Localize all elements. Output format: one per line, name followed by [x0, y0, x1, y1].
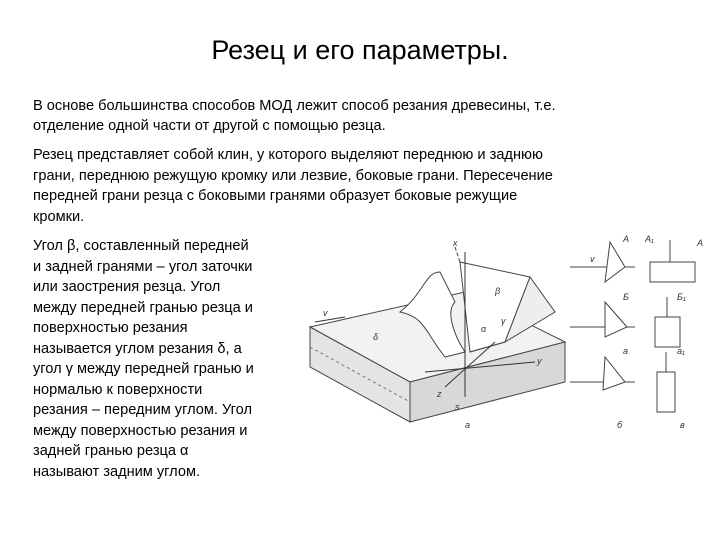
label-small-c: a — [623, 346, 629, 356]
text-line: грани, переднюю режущую кромку или лезвие, боковые грани. Пересечение — [33, 167, 553, 184]
text-line: Угол β, составленный передней — [33, 238, 249, 254]
label-x: x — [453, 238, 458, 248]
text-line: между передней гранью резца и — [33, 299, 253, 316]
page-title: Резец и его параметры. — [211, 35, 509, 65]
text-line: называется углом резания δ, а — [33, 340, 242, 357]
label-small-b: Б — [623, 292, 629, 302]
text-line: между поверхностью резания и — [33, 422, 248, 439]
small-view-bottom — [570, 352, 675, 412]
text-line: отделение одной части от другой с помощью резца. — [33, 118, 386, 134]
label-alpha: α — [481, 324, 487, 334]
text-line: кромки. — [33, 208, 85, 225]
text-line: Резец представляет собой клин, у которого выделяют переднюю и заднюю — [33, 147, 543, 163]
cutter-diagram — [305, 232, 710, 432]
label-delta: δ — [373, 332, 379, 342]
text-line: или заострения резца. Угол — [33, 279, 221, 295]
paragraph-angles — [33, 236, 318, 482]
text-line: резания – передним углом. Угол — [33, 402, 252, 418]
label-y: y — [537, 356, 542, 366]
label-small-b1: Б₁ — [677, 292, 686, 302]
text-line: нормалью к поверхности — [33, 381, 203, 398]
label-v: v — [323, 308, 328, 318]
label-z: z — [437, 389, 442, 399]
text-line: В основе большинства способов МОД лежит способ резания древесины, т.е. — [33, 98, 556, 114]
label-s: s — [455, 402, 460, 412]
small-view-top — [570, 240, 695, 282]
label-small-a: A — [623, 234, 630, 244]
text-line: и задней гранями – угол заточки — [33, 258, 253, 275]
paragraph-cutter-definition — [33, 145, 693, 227]
text-line: называют задним углом. — [33, 463, 201, 480]
small-view-middle — [570, 297, 680, 347]
text-line: поверхностью резания — [33, 320, 188, 336]
label-small-c1: a₁ — [677, 346, 685, 356]
caption-b: б — [617, 420, 623, 430]
caption-c: в — [680, 420, 685, 430]
label-small-a2: A — [697, 238, 704, 248]
label-beta: β — [495, 286, 501, 296]
label-small-v: v — [590, 254, 595, 264]
text-line: задней гранью резца α — [33, 443, 189, 459]
text-line: передней грани резца с боковыми гранями образует боковые режущие — [33, 188, 518, 204]
paragraph-intro — [33, 96, 693, 136]
label-gamma: γ — [501, 316, 506, 326]
caption-a: а — [465, 420, 471, 430]
text-line: угол γ между передней гранью и — [33, 361, 254, 377]
label-small-a1: A₁ — [645, 234, 654, 244]
